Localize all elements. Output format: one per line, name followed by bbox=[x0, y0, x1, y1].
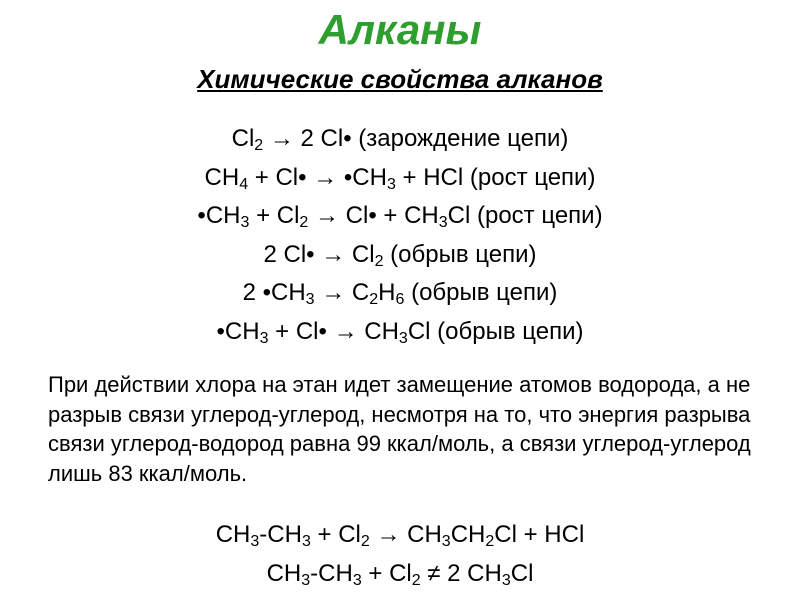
formula-text: -CH bbox=[310, 559, 353, 587]
formula-text: Cl + HCl bbox=[494, 521, 585, 548]
chain-reaction-steps bbox=[0, 120, 800, 351]
formula-text: → Cl• + CH bbox=[308, 202, 439, 229]
explanation-paragraph: При действии хлора на этан идет замещение атомов водорода, а не разрыв связи углерод-углерод, несмотря на то, что энергия разрыва связи углерод-водород равна 99 ккал/моль, а связи углерод-углерод лишь 83 ккал/моль. bbox=[48, 372, 751, 486]
subscript: 2 bbox=[369, 291, 379, 308]
subscript: 6 bbox=[395, 291, 405, 308]
formula-text: Cl (обрыв цепи) bbox=[407, 317, 584, 345]
subscript: 3 bbox=[386, 175, 396, 193]
formula-text: → CH bbox=[369, 521, 442, 548]
reaction-line bbox=[0, 555, 800, 594]
subscript: 3 bbox=[441, 533, 451, 550]
subscript: 3 bbox=[438, 214, 448, 231]
formula-text: → 2 Cl• (зарождение цепи) bbox=[263, 125, 569, 152]
reaction-line bbox=[0, 197, 800, 236]
formula-text: H bbox=[378, 279, 396, 306]
subscript: 3 bbox=[301, 571, 311, 589]
formula-text: •CH bbox=[197, 202, 241, 229]
subscript: 2 bbox=[299, 214, 309, 231]
formula-text: + Cl bbox=[249, 202, 300, 229]
reaction-line bbox=[0, 274, 800, 313]
reaction-line bbox=[0, 236, 800, 275]
formula-text: Cl bbox=[510, 559, 534, 587]
subscript: 4 bbox=[239, 175, 249, 193]
formula-text: + Cl bbox=[310, 521, 361, 548]
subscript: 3 bbox=[305, 291, 315, 308]
formula-text: CH bbox=[204, 163, 240, 191]
formula-text: (обрыв цепи) bbox=[383, 240, 537, 268]
formula-text: Cl (рост цепи) bbox=[447, 202, 603, 229]
reaction-line bbox=[0, 120, 800, 159]
ethane-chlorination bbox=[0, 516, 800, 593]
page-title: Алканы bbox=[318, 6, 482, 53]
formula-text: CH bbox=[215, 521, 251, 548]
formula-text: -CH bbox=[259, 521, 302, 548]
subscript: 3 bbox=[501, 571, 511, 589]
subscript: 3 bbox=[250, 533, 260, 550]
formula-text: 2 Cl• → Cl bbox=[263, 240, 375, 268]
formula-text: + Cl• → CH bbox=[268, 317, 399, 345]
formula-text: → C bbox=[314, 279, 370, 306]
subscript: 2 bbox=[411, 571, 421, 589]
formula-text: + Cl bbox=[361, 559, 412, 587]
reaction-line bbox=[0, 313, 800, 352]
subscript: 2 bbox=[485, 533, 495, 550]
formula-text: CH bbox=[450, 521, 486, 548]
subscript: 3 bbox=[301, 533, 311, 550]
reaction-line bbox=[0, 159, 800, 198]
formula-text: ≠ 2 CH bbox=[420, 559, 502, 587]
reaction-line bbox=[0, 516, 800, 555]
subscript: 3 bbox=[240, 214, 250, 231]
subscript: 3 bbox=[352, 571, 362, 589]
subscript: 2 bbox=[374, 252, 384, 270]
formula-text: 2 •CH bbox=[242, 279, 306, 306]
page-subtitle: Химические свойства алканов bbox=[197, 64, 603, 94]
formula-text: (обрыв цепи) bbox=[404, 279, 558, 306]
formula-text: + Cl• → •CH bbox=[248, 163, 387, 191]
formula-text: Cl bbox=[231, 125, 255, 152]
formula-text: + HCl (рост цепи) bbox=[395, 163, 596, 191]
subscript: 3 bbox=[398, 329, 408, 347]
subscript: 2 bbox=[360, 533, 370, 550]
formula-text: •CH bbox=[216, 317, 260, 345]
subscript: 3 bbox=[259, 329, 269, 347]
subscript: 2 bbox=[254, 137, 264, 154]
formula-text: CH bbox=[266, 559, 302, 587]
